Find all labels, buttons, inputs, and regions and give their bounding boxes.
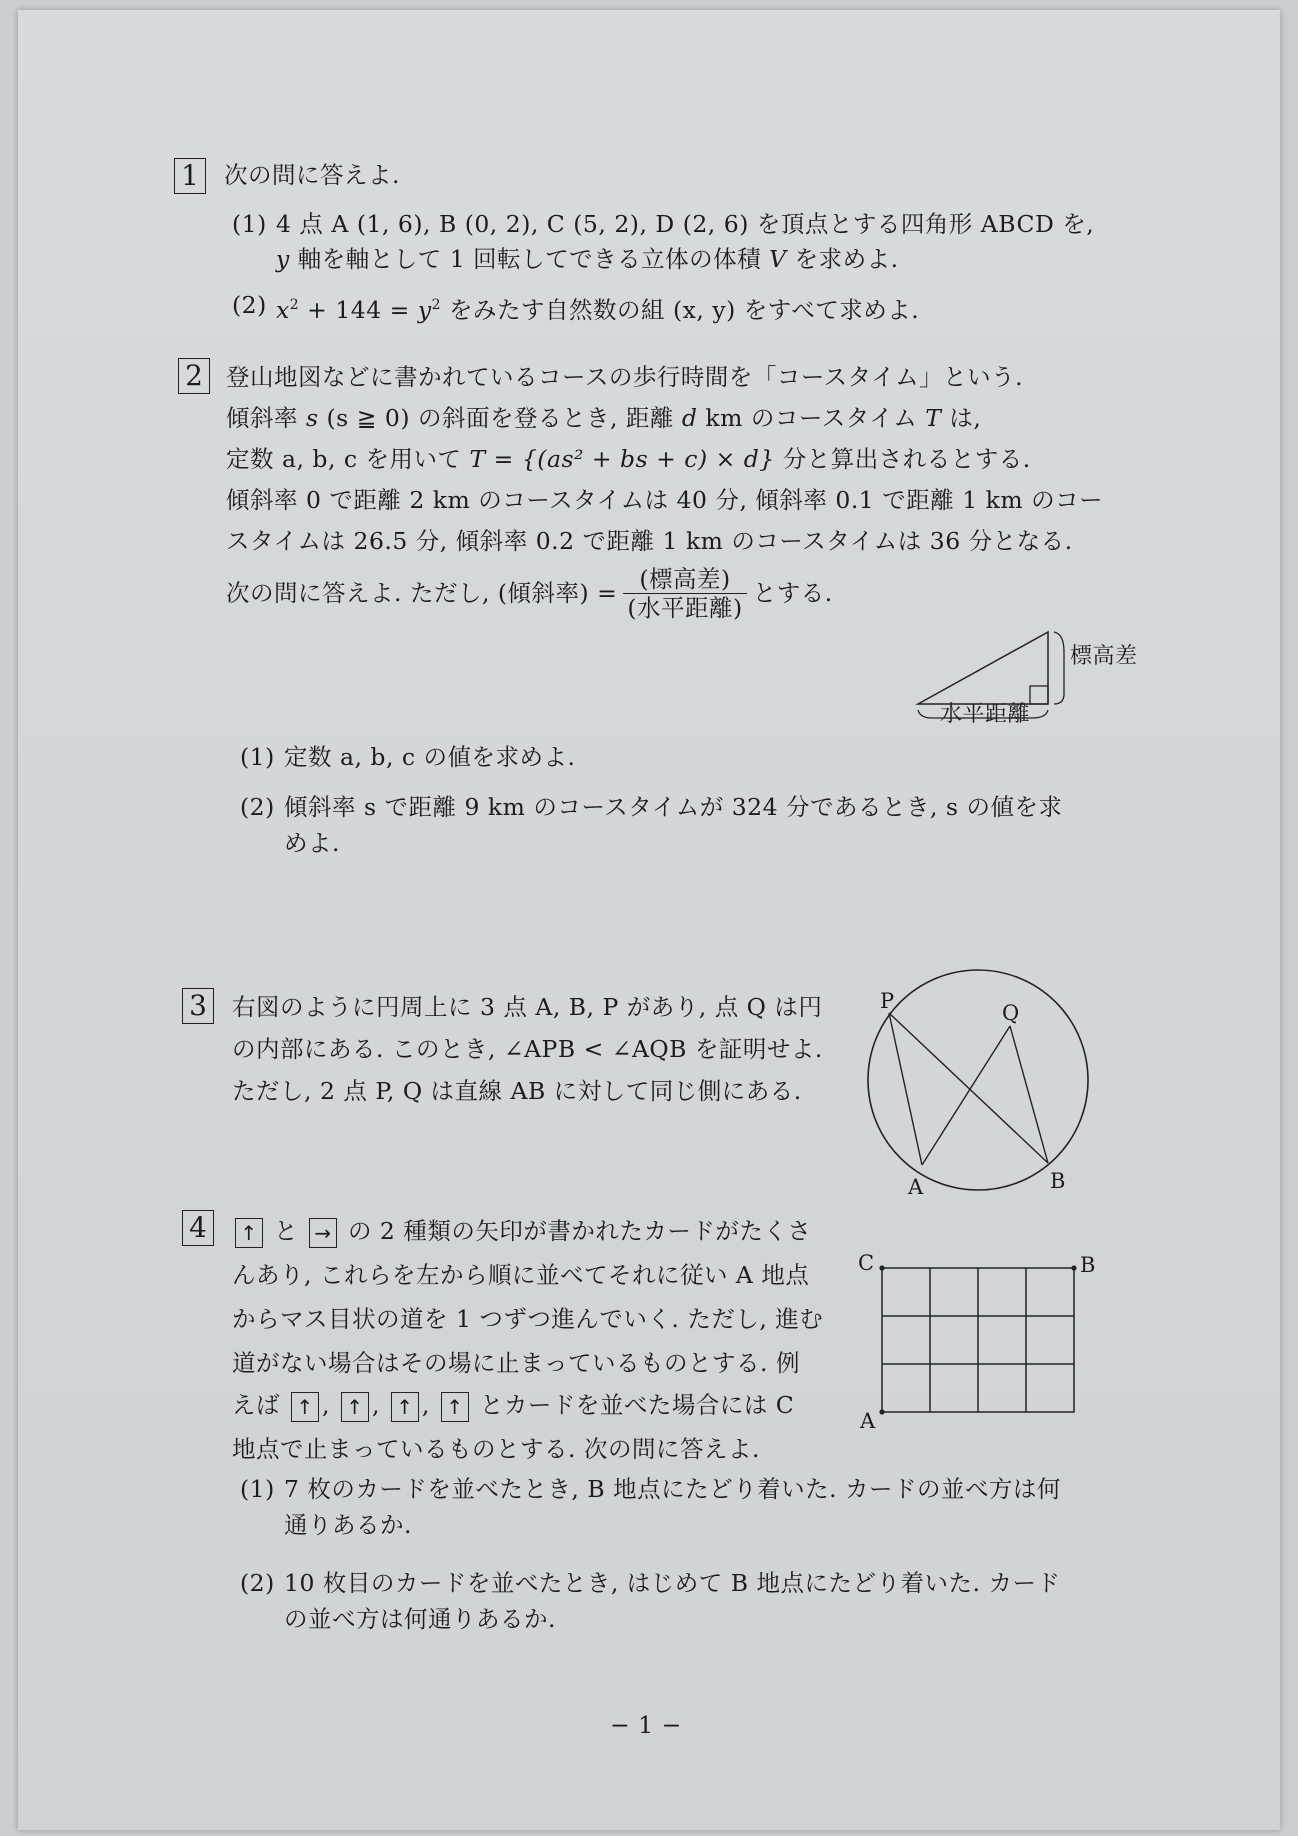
point-A-label: A (908, 1175, 924, 1199)
page-number: − 1 − (610, 1711, 682, 1739)
q3-line3: ただし, 2 点 P, Q は直線 AB に対して同じ側にある. (232, 1077, 802, 1105)
exam-page (18, 10, 1280, 1830)
q2-line6: 次の問に答えよ. ただし, (傾斜率) = $\frac{\text{(標高差)}}{\text{(水平距離)}}$ とする. (226, 564, 833, 622)
q2-part1: 定数 a, b, c の値を求めよ. (284, 743, 576, 771)
q4-part2-line2: の並べ方は何通りあるか. (284, 1605, 556, 1633)
q2-part1-mark: (1) (240, 743, 275, 771)
q4-line3: からマス目状の道を 1 つずつ進んでいく. ただし, 進む (232, 1305, 824, 1333)
q4-part1-mark: (1) (240, 1475, 275, 1503)
point-B-label: B (1050, 1169, 1066, 1193)
card-up-icon: ↑ (341, 1392, 369, 1422)
question-4-number: 4 (182, 1210, 214, 1246)
q4-line5: えば ↑ , ↑ , ↑ , ↑ とカードを並べた場合には C (232, 1390, 794, 1422)
figure-label-base: 水平距離 (940, 702, 1031, 727)
q4-part2-line1: 10 枚目のカードを並べたとき, はじめて B 地点にたどり着いた. カード (284, 1569, 1061, 1597)
card-up-icon: ↑ (291, 1392, 319, 1422)
q2-part2-line2: めよ. (284, 829, 340, 857)
q4-line4: 道がない場合はその場に止まっているものとする. 例 (232, 1349, 800, 1377)
question-1-intro: 次の問に答えよ. (224, 161, 400, 189)
card-up-icon: ↑ (391, 1392, 419, 1422)
grid-point-C-label: C (858, 1251, 875, 1275)
q1-part1-line1: 4 点 A (1, 6), B (0, 2), C (5, 2), D (2, 6) を頂点とする四角形 ABCD を, (276, 210, 1095, 238)
card-up-icon: ↑ (235, 1218, 263, 1248)
point-Q-label: Q (1002, 1001, 1020, 1025)
q2-line1: 登山地図などに書かれているコースの歩行時間を「コースタイム」という. (226, 363, 1024, 391)
grid-point-A-label: A (860, 1409, 876, 1433)
q4-part2-mark: (2) (240, 1569, 275, 1597)
slope-fraction: $\frac{\text{(標高差)}}{\text{(水平距離)}}$ (623, 565, 746, 622)
q4-part1-line2: 通りあるか. (284, 1511, 412, 1539)
q4-line1: ↑ と → の 2 種類の矢印が書かれたカードがたくさ (232, 1216, 811, 1248)
q2-line5: スタイムは 26.5 分, 傾斜率 0.2 で距離 1 km のコースタイムは 36 分となる. (226, 527, 1073, 555)
q2-line4: 傾斜率 0 で距離 2 km のコースタイムは 40 分, 傾斜率 0.1 で距離 1 km のコー (226, 486, 1104, 514)
q2-line2: 傾斜率 s (s ≧ 0) の斜面を登るとき, 距離 d km のコースタイム T は, (226, 404, 982, 432)
grid-figure (880, 1266, 1080, 1426)
q2-part2-mark: (2) (240, 793, 275, 821)
question-2-number: 2 (178, 358, 210, 394)
q1-part1-mark: (1) (232, 210, 267, 238)
q4-line2: んあり, これらを左から順に並べてそれに従い A 地点 (232, 1261, 810, 1289)
q1-part2-line: $x^2 + 144 = y^2$ をみたす自然数の組 (x, y) をすべて求めよ. (276, 295, 920, 324)
card-right-icon: → (309, 1218, 337, 1248)
card-up-icon: ↑ (441, 1392, 469, 1422)
q3-line2: の内部にある. このとき, ∠APB < ∠AQB を証明せよ. (232, 1035, 823, 1063)
question-1-number: 1 (174, 158, 206, 194)
q1-part1-line2: y 軸を軸として 1 回転してできる立体の体積 V を求めよ. (276, 245, 899, 273)
grid-point-B-label: B (1080, 1253, 1096, 1277)
point-P-label: P (880, 989, 895, 1013)
figure-label-height: 標高差 (1070, 644, 1138, 669)
q2-part2-line1: 傾斜率 s で距離 9 km のコースタイムが 324 分であるとき, s の値を求 (284, 793, 1063, 821)
q2-line3: 定数 a, b, c を用いて T = {(as² + bs + c) × d} 分と算出されるとする. (226, 445, 1031, 473)
question-3-number: 3 (182, 988, 214, 1024)
q4-part1-line1: 7 枚のカードを並べたとき, B 地点にたどり着いた. カードの並べ方は何 (284, 1475, 1062, 1503)
q4-line6: 地点で止まっているものとする. 次の問に答えよ. (232, 1435, 760, 1463)
q1-part2-mark: (2) (232, 291, 267, 319)
q3-line1: 右図のように円周上に 3 点 A, B, P があり, 点 Q は円 (232, 993, 823, 1021)
